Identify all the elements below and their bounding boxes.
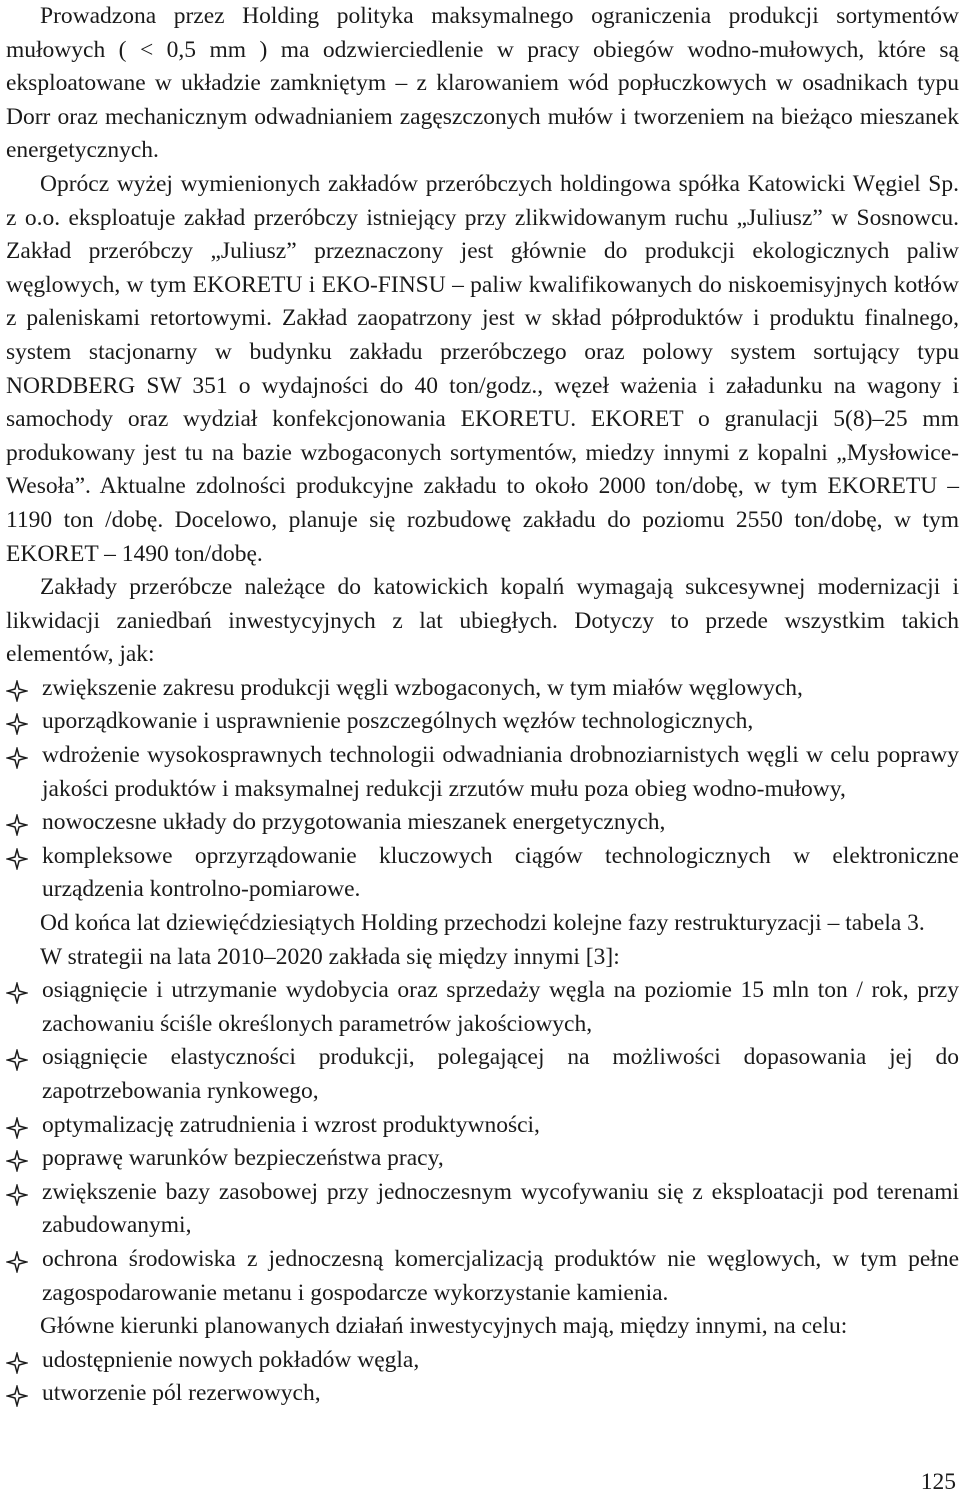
- four-point-star-outline-icon: [6, 813, 28, 835]
- four-point-star-outline-icon: [6, 1116, 28, 1138]
- list-item-text: nowoczesne układy do przygotowania mieszanek energetycznych,: [42, 809, 666, 836]
- paragraph-sludge-policy: Prowadzona przez Holding polityka maksymalnego ograniczenia produkcji sortymentów mułowych ( < 0,5 mm ) ma odzwierciedlenie w pracy obiegów wodno-mułowych, które są eksploatowane w układzie zamkniętym – z klarowaniem wód popłuczkowych w osadnikach typu Dorr oraz mechanicznym odwadnianiem zagęszczonych mułów i tworzeniem na bieżąco mieszanek energetycznych.: [6, 3, 959, 164]
- list-item: [6, 840, 959, 907]
- list-item: [6, 1109, 959, 1143]
- four-point-star-outline-icon: [6, 1048, 28, 1070]
- list-item-text: osiągnięcie elastyczności produkcji, polegającej na możliwości dopasowania jej do zapotrzebowania rynkowego,: [42, 1044, 959, 1104]
- list-item-text: poprawę warunków bezpieczeństwa pracy,: [42, 1145, 444, 1172]
- four-point-star-outline-icon: [6, 712, 28, 734]
- list-item: [6, 1142, 959, 1176]
- list-item: [6, 1243, 959, 1310]
- page-number: 125: [920, 1469, 956, 1495]
- four-point-star-outline-icon: [6, 847, 28, 869]
- list-item: [6, 672, 959, 706]
- document-page: [6, 0, 959, 1411]
- list-item-text: utworzenie pól rezerwowych,: [42, 1380, 321, 1407]
- four-point-star-outline-icon: [6, 1149, 28, 1171]
- list-item: [6, 1176, 959, 1243]
- bullet-list-modernization: [6, 672, 959, 907]
- bullet-list-strategy: [6, 974, 959, 1310]
- list-item: [6, 1377, 959, 1411]
- list-item-text: ochrona środowiska z jednoczesną komercjalizacją produktów nie węglowych, w tym pełne zagospodarowanie metanu i gospodarcze wykorzystanie kamienia.: [42, 1245, 959, 1306]
- four-point-star-outline-icon: [6, 679, 28, 701]
- paragraph-modernization-intro: Zakłady przeróbcze należące do katowickich kopalń wymagają sukcesywnej modernizacji i likwidacji zaniedbań inwestycyjnych z lat ubiegłych. Dotyczy to przede wszystkim takich elementów, jak:: [6, 574, 959, 668]
- list-item: [6, 1344, 959, 1378]
- four-point-star-outline-icon: [6, 981, 28, 1003]
- list-item-text: osiągnięcie i utrzymanie wydobycia oraz sprzedaży węgla na poziomie 15 mln ton / rok, przy zachowaniu ściśle określonych parametrów jakościowych,: [42, 977, 959, 1037]
- four-point-star-outline-icon: [6, 1250, 28, 1272]
- list-item-text: uporządkowanie i usprawnienie poszczególnych węzłów technologicznych,: [42, 708, 754, 735]
- list-item-text: wdrożenie wysokosprawnych technologii odwadniania drobnoziarnistych węgli w celu poprawy jakości produktów i maksymalnej redukcji zrzutów mułu poza obieg wodno-mułowy,: [42, 742, 959, 802]
- list-item: [6, 974, 959, 1041]
- list-item-text: optymalizację zatrudnienia i wzrost produktywności,: [42, 1111, 540, 1138]
- list-item: [6, 1041, 959, 1108]
- list-item-text: zwiększenie bazy zasobowej przy jednoczesnym wycofywaniu się z eksploatacji pod terenami zabudowanymi,: [42, 1178, 959, 1239]
- four-point-star-outline-icon: [6, 1351, 28, 1373]
- list-item-text: kompleksowe oprzyrządowanie kluczowych ciągów technologicznych w elektroniczne urządzenia kontrolno-pomiarowe.: [42, 842, 959, 903]
- paragraph-restructuring: Od końca lat dziewięćdziesiątych Holding przechodzi kolejne fazy restrukturyzacji – tabela 3.: [40, 910, 925, 937]
- list-item: [6, 806, 959, 840]
- paragraph-katowicki-wegiel: Oprócz wyżej wymienionych zakładów przeróbczych holdingowa spółka Katowicki Węgiel Sp. z o.o. eksploatuje zakład przeróbczy istniejący przy zlikwidowanym ruchu „Juliusz” w Sosnowcu. Zakład przeróbczy „Juliusz” przeznaczony jest głównie do produkcji ekologicznych paliw węglowych, w tym EKORETU i EKO-FINSU – paliw kwalifikowanych do niskoemisyjnych kotłów z paleniskami retortowymi. Zakład zaopatrzony jest w skład półproduktów i produktu finalnego, system stacjonarny w budynku zakładu przeróbczego oraz polowy system sortujący typu NORDBERG SW 351 o wydajności do 40 ton/godz., węzeł ważenia i załadunku na wagony i samochody oraz wydział konfekcjonowania EKORETU. EKORET o granulacji 5(8)–25 mm produkowany jest tu na bazie wzbogaconych sortymentów, miedzy innymi z kopalni „Mysłowice-Wesoła”. Aktualne zdolności produkcyjne zakładu to około 2000 ton/dobę, w tym EKORETU – 1190 ton /dobę. Docelowo, planuje się rozbudowę zakładu do poziomu 2550 ton/dobę, w tym EKORET – 1490 ton/dobę.: [6, 170, 959, 567]
- bullet-list-investment: [6, 1344, 959, 1411]
- list-item: [6, 705, 959, 739]
- four-point-star-outline-icon: [6, 1183, 28, 1205]
- paragraph-strategy-intro: W strategii na lata 2010–2020 zakłada się między innymi [3]:: [40, 943, 620, 970]
- list-item-text: udostępnienie nowych pokładów węgla,: [42, 1346, 420, 1373]
- paragraph-investment-intro: Główne kierunki planowanych działań inwestycyjnych mają, między innymi, na celu:: [40, 1313, 848, 1340]
- four-point-star-outline-icon: [6, 746, 28, 768]
- four-point-star-outline-icon: [6, 1384, 28, 1406]
- list-item-text: zwiększenie zakresu produkcji węgli wzbogaconych, w tym miałów węglowych,: [42, 674, 803, 701]
- list-item: [6, 739, 959, 806]
